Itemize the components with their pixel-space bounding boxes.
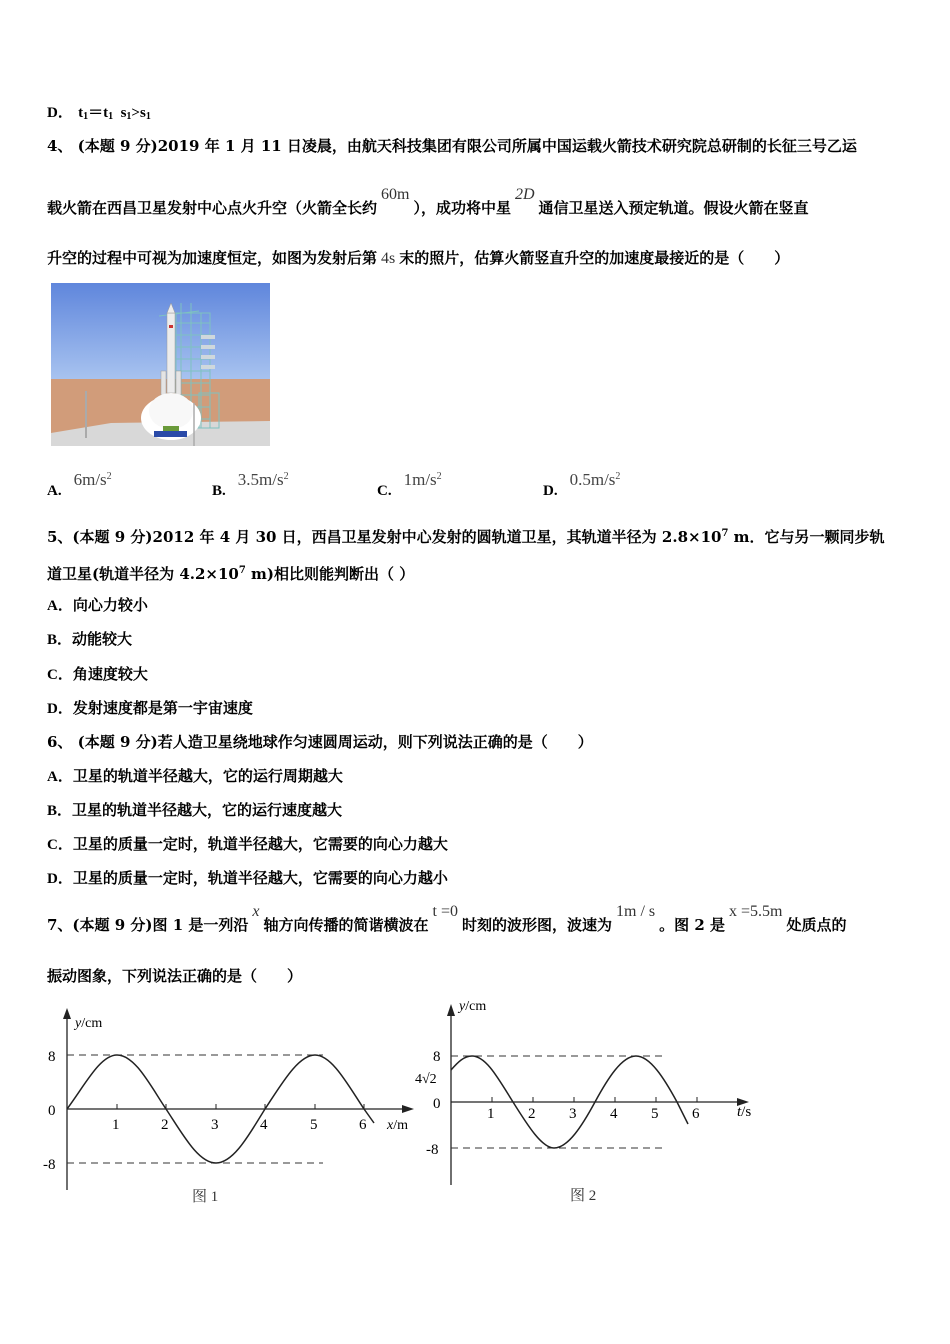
svg-text:4: 4 (610, 1106, 618, 1122)
svg-text:0: 0 (48, 1103, 56, 1119)
option-label: C． (47, 837, 73, 853)
q6-option-d[interactable] (47, 868, 448, 889)
q7-text: 7、(本题 9 分)图 1 是一列沿 (47, 916, 249, 934)
svg-text:y/cm: y/cm (459, 999, 487, 1014)
math-velocity: 1m / s (616, 903, 656, 920)
math-2d: 2D (514, 186, 535, 203)
q5-text: m．它与另一颗同步轨 (728, 528, 885, 546)
q4-text: 升空的过程中可视为加速度恒定，如图为发射后第 (47, 249, 378, 267)
option-text: 向心力较小 (72, 596, 148, 614)
q4-text: 载火箭在西昌卫星发射中心点火升空（火箭全长约 (47, 199, 378, 217)
svg-text:3: 3 (569, 1106, 577, 1122)
q4-text: 末的照片，估算火箭竖直升空的加速度最接近的是（ ） (399, 249, 790, 267)
option-label: A． (47, 598, 73, 614)
math-4s: 4s (381, 250, 396, 267)
option-label: D． (47, 105, 73, 121)
math-t0: t =0 (432, 903, 458, 920)
q4-stem-line1 (47, 136, 857, 156)
math-60m: 60m (381, 186, 410, 203)
q5-stem-line1 (47, 524, 885, 547)
math-position: x =5.5m (729, 903, 783, 920)
q5-text: 5、(本题 9 分)2012 年 4 月 30 日，西昌卫星发射中心发射的圆轨道卫星，其轨道半径为 2.8×10 (47, 528, 722, 546)
option-text: 卫星的质量一定时，轨道半径越大，它需要的向心力越大 (72, 835, 448, 853)
option-text: 卫星的轨道半径越大，它的运行周期越大 (72, 767, 343, 785)
q6-stem (47, 732, 593, 752)
option-value: $6m/s^2$ (73, 470, 112, 489)
q5-option-c[interactable] (47, 664, 148, 685)
q4-number: 4、 (47, 137, 73, 155)
option-text: 卫星的轨道半径越大，它的运行速度越大 (72, 801, 343, 819)
q5-text: 道卫星(轨道半径为 4.2×10 (47, 565, 239, 583)
q4-option-b[interactable] (212, 470, 289, 499)
svg-text:x/m: x/m (387, 1118, 408, 1133)
q6-option-c[interactable] (47, 834, 448, 855)
option-label: C. (377, 483, 392, 499)
svg-text:3: 3 (211, 1117, 219, 1133)
figure-1-wave-chart (40, 1005, 420, 1214)
q7-text: 。图 2 是 (659, 916, 726, 934)
q5-stem-line2 (47, 561, 414, 584)
option-label: D． (47, 701, 73, 717)
svg-text:4√2: 4√2 (415, 1072, 437, 1087)
svg-text:6: 6 (692, 1106, 700, 1122)
exponent: 7 (721, 528, 729, 539)
option-value: $3.5m/s^2$ (237, 470, 289, 489)
option-text: 角速度较大 (72, 665, 148, 683)
figure-2-caption: 图 2 (570, 1188, 597, 1204)
option-label: D． (47, 871, 73, 887)
q6-option-b[interactable] (47, 800, 342, 821)
q7-text: 振动图象，下列说法正确的是（ ） (47, 967, 303, 985)
q4-option-c[interactable] (377, 470, 442, 499)
exponent: 7 (238, 565, 246, 576)
svg-text:y/cm: y/cm (75, 1016, 103, 1031)
svg-text:-8: -8 (43, 1157, 56, 1173)
option-text: 动能较大 (72, 630, 133, 648)
q7-stem-line2 (47, 966, 302, 986)
q4-text: 2019 年 1 月 11 日凌晨，由航天科技集团有限公司所属中国运载火箭技术研究院总研制的长征三号乙运 (157, 137, 857, 155)
q7-stem-line1 (47, 903, 847, 936)
svg-text:2: 2 (161, 1117, 169, 1133)
q4-stem-line3 (47, 248, 789, 269)
q4-score: (本题 9 分) (77, 137, 158, 155)
option-text: 卫星的质量一定时，轨道半径越大，它需要的向心力越小 (72, 869, 448, 887)
figure-2-vibration-chart (410, 990, 780, 1214)
q4-option-a[interactable] (47, 470, 112, 499)
option-text: $t_1=t_1$ $s_1>s_1$ (78, 105, 151, 122)
q5-option-d[interactable] (47, 698, 253, 719)
q6-text: 6、 (本题 9 分)若人造卫星绕地球作匀速圆周运动，则下列说法正确的是（ ） (47, 733, 593, 751)
svg-text:-8: -8 (426, 1142, 439, 1158)
svg-text:5: 5 (651, 1106, 659, 1122)
figure-1-caption: 图 1 (192, 1189, 219, 1205)
q7-text: 轴方向传播的简谐横波在 (263, 916, 429, 934)
q5-option-b[interactable] (47, 629, 132, 650)
q4-text: ），成功将中星 (413, 199, 511, 217)
option-label: C． (47, 667, 73, 683)
option-label: B. (212, 483, 226, 499)
q5-text: m)相比则能判断出（ ） (245, 565, 415, 583)
option-label: D. (543, 483, 558, 499)
svg-text:1: 1 (487, 1106, 495, 1122)
q4-option-d[interactable] (543, 470, 621, 499)
math-x: x (252, 903, 260, 920)
option-value: $1m/s^2$ (403, 470, 442, 489)
rocket-launch-image (51, 283, 270, 446)
svg-text:0: 0 (433, 1096, 441, 1112)
option-text: 发射速度都是第一宇宙速度 (72, 699, 253, 717)
svg-text:2: 2 (528, 1106, 536, 1122)
option-label: B． (47, 803, 73, 819)
svg-text:6: 6 (359, 1117, 367, 1133)
svg-text:8: 8 (433, 1049, 441, 1065)
svg-text:8: 8 (48, 1049, 56, 1065)
q4-text: 通信卫星送入预定轨道。假设火箭在竖直 (538, 199, 809, 217)
q6-option-a[interactable] (47, 766, 343, 787)
option-label: B． (47, 632, 73, 648)
option-label: A． (47, 769, 73, 785)
q4-stem-line2 (47, 186, 809, 219)
q5-option-a[interactable] (47, 595, 148, 616)
svg-text:5: 5 (310, 1117, 318, 1133)
q7-text: 时刻的波形图，波速为 (462, 916, 613, 934)
option-label: A. (47, 483, 62, 499)
svg-text:1: 1 (112, 1117, 120, 1133)
svg-text:t/s: t/s (737, 1104, 752, 1120)
svg-text:4: 4 (260, 1117, 268, 1133)
q7-text: 处质点的 (786, 916, 847, 934)
option-value: $0.5m/s^2$ (569, 470, 621, 489)
previous-option-d (47, 102, 151, 127)
